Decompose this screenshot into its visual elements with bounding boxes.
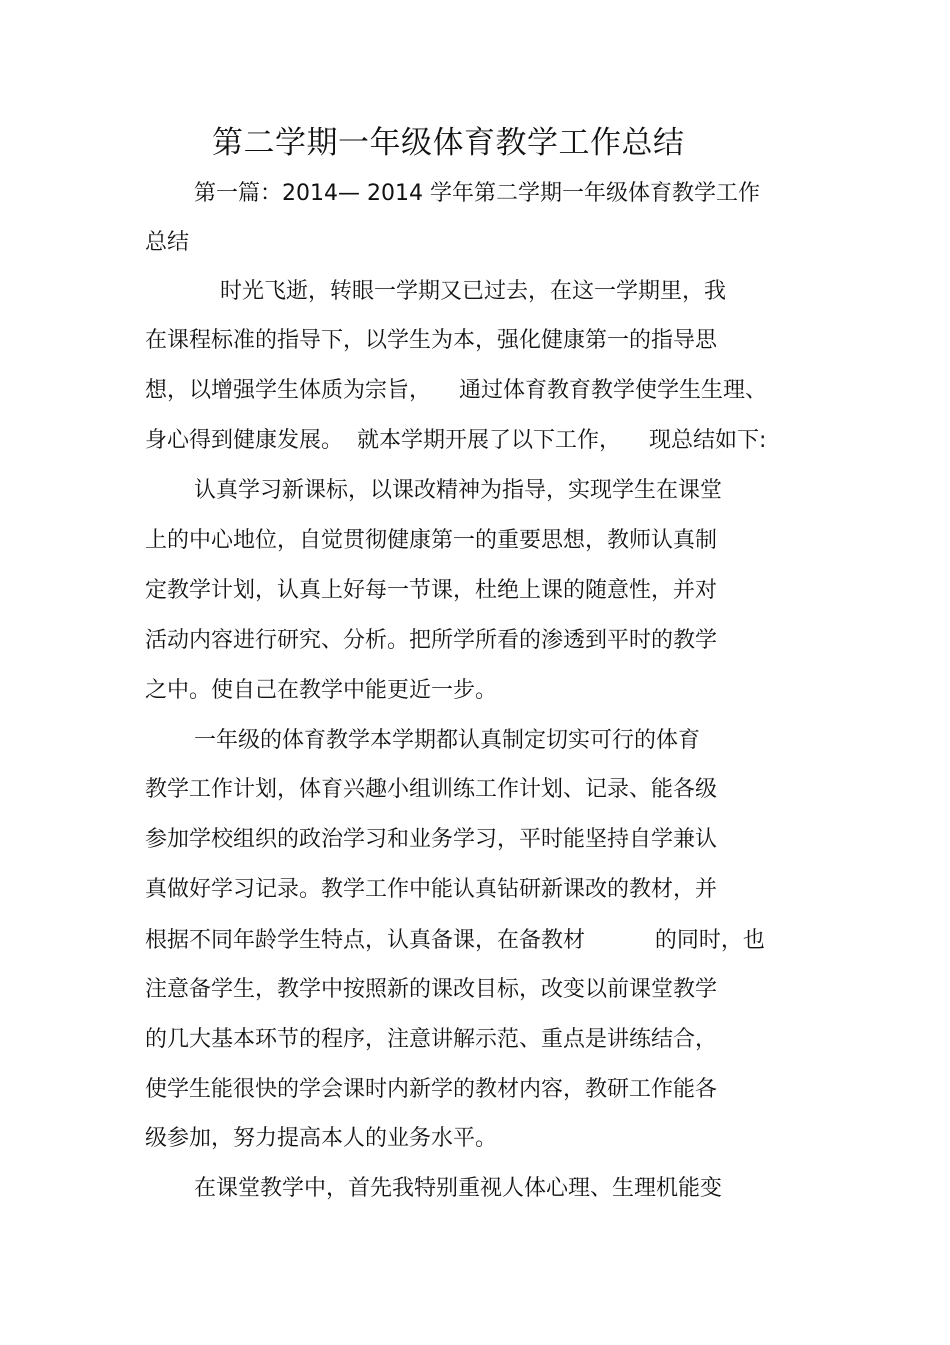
text-line: 真做好学习记录。教学工作中能认真钻研新课改的教材，并 xyxy=(145,877,718,902)
text-line: 上的中心地位，自觉贯彻健康第一的重要思想，教师认真制 xyxy=(145,528,718,553)
text-line: 的几大基本环节的程序，注意讲解示范、重点是讲练结合， xyxy=(145,1027,718,1052)
text-line: 时光飞逝，转眼一学期又已过去，在这一学期里，我 xyxy=(220,279,727,304)
text-line: 总结 xyxy=(145,230,190,255)
text-line: 认真学习新课标，以课改精神为指导，实现学生在课堂 xyxy=(194,478,723,503)
text-line: 定教学计划，认真上好每一节课，杜绝上课的随意性，并对 xyxy=(145,578,718,603)
text-line: 一年级的体育教学本学期都认真制定切实可行的体育 xyxy=(194,728,701,753)
text-line: 在课堂教学中，首先我特别重视人体心理、生理机能变 xyxy=(194,1176,723,1201)
text-line: 身心得到健康发展。 就本学期开展了以下工作， 现总结如下: xyxy=(145,428,767,453)
text-line: 之中。使自己在教学中能更近一步。 xyxy=(145,678,498,703)
text-line: 想，以增强学生体质为宗旨， 通过体育教育教学使学生生理、 xyxy=(145,378,767,403)
text-line: 第一篇：2014— 2014 学年第二学期一年级体育教学工作 xyxy=(194,181,760,206)
text-line: 根据不同年龄学生特点，认真备课，在备教材 的同时，也 xyxy=(145,928,765,953)
document-title: 第二学期一年级体育教学工作总结 xyxy=(212,125,685,161)
text-line: 教学工作计划，体育兴趣小组训练工作计划、记录、能各级 xyxy=(145,777,718,802)
text-line: 级参加，努力提高本人的业务水平。 xyxy=(145,1126,498,1151)
text-line: 使学生能很快的学会课时内新学的教材内容，教研工作能各 xyxy=(145,1077,718,1102)
text-line: 参加学校组织的政治学习和业务学习，平时能坚持自学兼认 xyxy=(145,827,718,852)
text-line: 活动内容进行研究、分析。把所学所看的渗透到平时的教学 xyxy=(145,628,718,653)
text-line: 在课程标准的指导下，以学生为本，强化健康第一的指导思 xyxy=(145,328,718,353)
text-line: 注意备学生，教学中按照新的课改目标，改变以前课堂教学 xyxy=(145,977,718,1002)
